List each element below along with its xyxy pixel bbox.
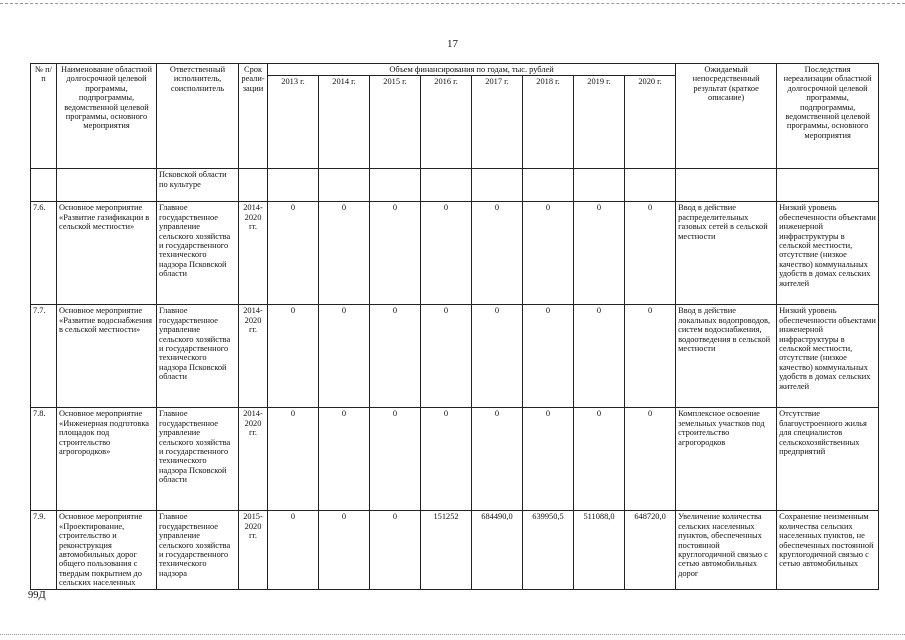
table-row <box>31 305 879 408</box>
cell-value: 0 <box>472 202 523 305</box>
cell-value: 0 <box>574 202 625 305</box>
cell-num: 7.9. <box>31 511 57 590</box>
cell-value: 0 <box>268 408 319 511</box>
cell-consequences: Низкий уровень обеспеченности объектами инженерной инфраструктуры в сельской местности, отсутствие (низкое качество) коммунальных удобств в домах сельских жителей <box>777 305 879 408</box>
header-row-1 <box>31 64 879 76</box>
cell-value: 0 <box>421 408 472 511</box>
cell-term: 2014-2020 гг. <box>239 202 268 305</box>
header-result: Ожидаемый непосредственный результат (краткое описание) <box>676 64 777 169</box>
cell-empty <box>239 169 268 202</box>
header-consequences: Последствия нереализации областной долгосрочной целевой программы, подпрограммы, ведомственной целевой программы, основного мероприятия <box>777 64 879 169</box>
header-executor: Ответственный исполнитель, соисполнитель <box>157 64 239 169</box>
header-term: Срок реали-зации <box>239 64 268 169</box>
table-row <box>31 511 879 590</box>
cell-value: 0 <box>625 305 676 408</box>
header-year: 2015 г. <box>370 76 421 169</box>
cell-executor: Главное государственное управление сельского хозяйства и государственного технического надзора <box>157 511 239 590</box>
cell-num: 7.7. <box>31 305 57 408</box>
cell-empty <box>57 169 157 202</box>
scan-edge-top <box>0 3 905 4</box>
cell-value: 0 <box>370 305 421 408</box>
header-year: 2017 г. <box>472 76 523 169</box>
cell-name: Основное мероприятие «Развитие газификации в сельской местности» <box>57 202 157 305</box>
cell-result: Комплексное освоение земельных участков под строительство агрогородков <box>676 408 777 511</box>
cell-num: 7.8. <box>31 408 57 511</box>
cell-result: Ввод в действие локальных водопроводов, систем водоснабжения, водоотведения в сельской местности <box>676 305 777 408</box>
table-row <box>31 408 879 511</box>
cell-executor: Псковской области по культуре <box>157 169 239 202</box>
cell-value: 0 <box>319 305 370 408</box>
cell-empty <box>676 169 777 202</box>
cell-value: 0 <box>370 202 421 305</box>
header-year: 2019 г. <box>574 76 625 169</box>
cell-value: 0 <box>472 305 523 408</box>
cell-term: 2015-2020 гг. <box>239 511 268 590</box>
header-name: Наименование областной долгосрочной целевой программы, подпрограммы, ведомственной целевой программы, основного мероприятия <box>57 64 157 169</box>
cell-empty <box>777 169 879 202</box>
cell-value: 0 <box>574 305 625 408</box>
cell-value: 0 <box>319 511 370 590</box>
cell-value: 648720,0 <box>625 511 676 590</box>
cell-term: 2014-2020 гг. <box>239 305 268 408</box>
cell-empty <box>268 169 319 202</box>
cell-value: 0 <box>370 408 421 511</box>
cell-num: 7.6. <box>31 202 57 305</box>
cell-consequences: Отсутствие благоустроенного жилья для специалистов сельскохозяйственных предприятий <box>777 408 879 511</box>
cell-result: Увеличение количества сельских населенных пунктов, обеспеченных постоянной круглогодичной связью с сетью автомобильных дорог <box>676 511 777 590</box>
header-year: 2016 г. <box>421 76 472 169</box>
cell-value: 511088,0 <box>574 511 625 590</box>
cell-value: 0 <box>625 202 676 305</box>
cell-name: Основное мероприятие «Инженерная подготовка площадок под строительство агрогородков» <box>57 408 157 511</box>
cell-name: Основное мероприятие «Развитие водоснабжения в сельской местности» <box>57 305 157 408</box>
cell-value: 0 <box>268 305 319 408</box>
cell-empty <box>31 169 57 202</box>
footer-code: 99Д <box>28 590 46 601</box>
page-number: 17 <box>447 38 458 50</box>
cell-value: 0 <box>472 408 523 511</box>
header-year: 2013 г. <box>268 76 319 169</box>
cell-value: 0 <box>319 408 370 511</box>
cell-value: 639950,5 <box>523 511 574 590</box>
header-year: 2014 г. <box>319 76 370 169</box>
cell-empty <box>574 169 625 202</box>
cell-executor: Главное государственное управление сельского хозяйства и государственного технического надзора Псковской области <box>157 202 239 305</box>
cell-value: 0 <box>523 408 574 511</box>
cell-empty <box>625 169 676 202</box>
cell-empty <box>472 169 523 202</box>
cell-value: 0 <box>523 202 574 305</box>
cell-value: 0 <box>523 305 574 408</box>
funding-table <box>30 63 879 590</box>
cell-value: 0 <box>268 511 319 590</box>
cell-empty <box>319 169 370 202</box>
cell-consequences: Низкий уровень обеспеченности объектами инженерной инфраструктуры в сельской местности, отсутствие (низкое качество) коммунальных удобств в домах сельских жителей <box>777 202 879 305</box>
scan-edge-bottom <box>0 634 905 635</box>
cell-value: 0 <box>574 408 625 511</box>
cell-value: 0 <box>268 202 319 305</box>
cell-result: Ввод в действие распределительных газовых сетей в сельской местности <box>676 202 777 305</box>
cell-value: 0 <box>421 305 472 408</box>
header-year: 2020 г. <box>625 76 676 169</box>
header-num: № п/п <box>31 64 57 169</box>
cell-consequences: Сохранение неизменным количества сельских населенных пунктов, не обеспеченных постоянной круглогодичной связью с сетью автомобильных <box>777 511 879 590</box>
cell-term: 2014-2020 гг. <box>239 408 268 511</box>
cell-value: 0 <box>625 408 676 511</box>
cell-value: 0 <box>421 202 472 305</box>
cell-value: 151252 <box>421 511 472 590</box>
cell-value: 0 <box>319 202 370 305</box>
cell-value: 0 <box>370 511 421 590</box>
cell-name: Основное мероприятие «Проектирование, строительство и реконструкция автомобильных дорог общего пользования с твердым покрытием до сельских населенных <box>57 511 157 590</box>
header-funding: Объем финансирования по годам, тыс. рублей <box>268 64 676 76</box>
header-year: 2018 г. <box>523 76 574 169</box>
cell-empty <box>523 169 574 202</box>
cell-empty <box>370 169 421 202</box>
table-row <box>31 202 879 305</box>
cell-executor: Главное государственное управление сельского хозяйства и государственного технического надзора Псковской области <box>157 305 239 408</box>
cell-value: 684490,0 <box>472 511 523 590</box>
cell-executor: Главное государственное управление сельского хозяйства и государственного технического надзора Псковской области <box>157 408 239 511</box>
cell-empty <box>421 169 472 202</box>
table-row-continuation <box>31 169 879 202</box>
